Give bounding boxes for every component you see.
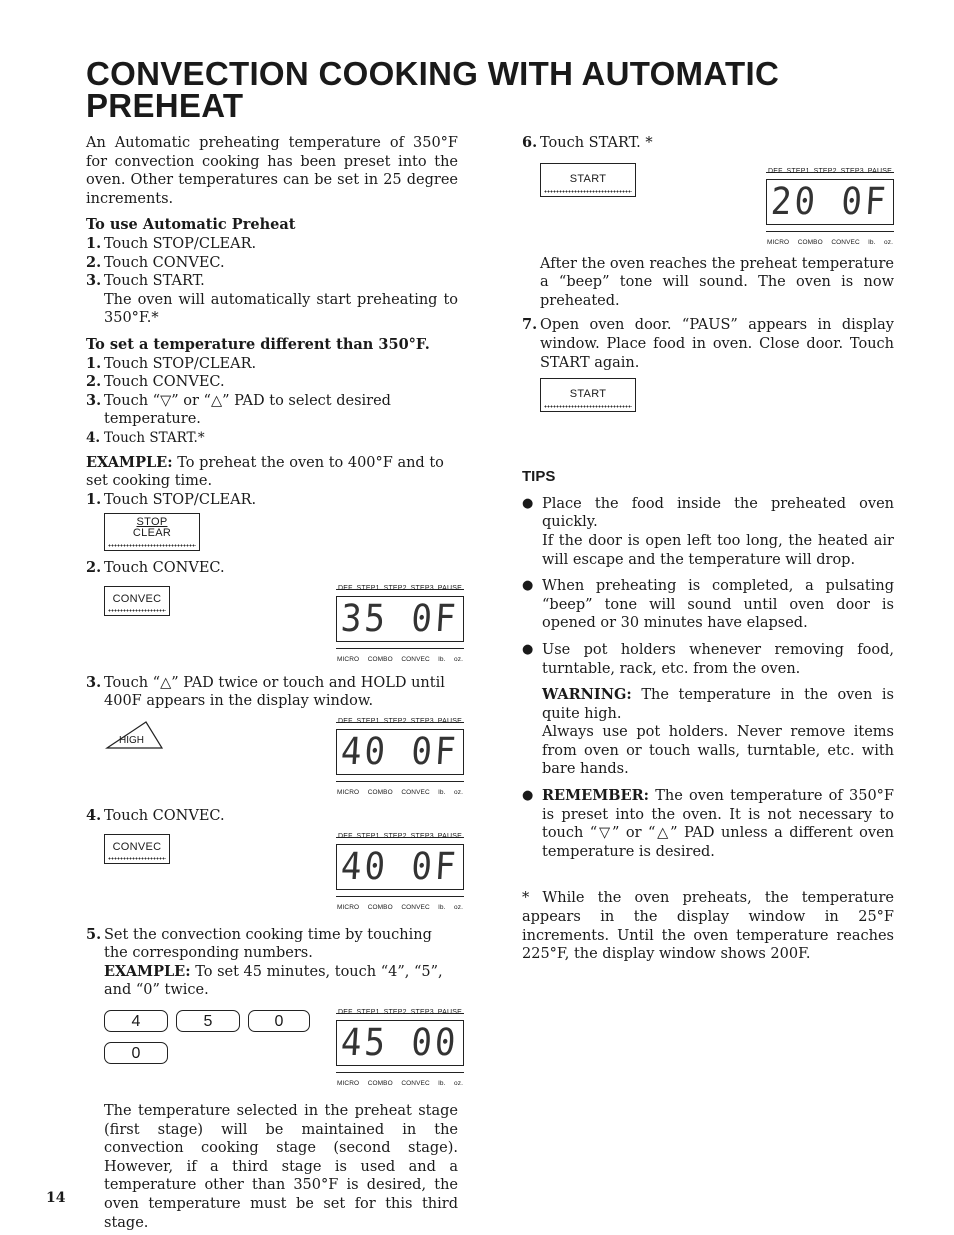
example-paragraph: EXAMPLE: To preheat the oven to 400°F and to set cooking time. <box>86 453 444 490</box>
tip-3: ● Use pot holders whenever removing food, turntable, rack, etc. from the oven. <box>522 641 894 677</box>
number-key-0: 0 <box>248 1010 310 1032</box>
display-window: 35 0F <box>336 596 464 642</box>
set-step-4: 4. Touch START.* <box>86 429 205 446</box>
convec-display-row-2 <box>86 826 463 926</box>
left-column <box>86 134 463 1232</box>
high-key-label: HIGH <box>119 735 144 747</box>
convec-key: CONVEC <box>104 834 170 864</box>
example-step-2: 2. Touch CONVEC. <box>86 559 225 577</box>
high-display-row <box>86 711 463 807</box>
after-step6: After the oven reaches the preheat temperature a “beep” tone will sound. The oven is now preheated. <box>540 255 895 309</box>
number-keys-row <box>86 1000 463 1096</box>
start-display-row <box>522 153 894 255</box>
page-number: 14 <box>46 1190 66 1206</box>
display-window: 20 0F <box>766 179 894 225</box>
start-key: START <box>540 378 636 412</box>
warning-paragraph: WARNING: The temperature in the oven is quite high. Always use pot holders. Never remove items from oven or touch walls, turntable, etc. with bare hands. <box>542 686 894 778</box>
auto-step-2: 2. Touch CONVEC. <box>86 253 225 271</box>
closing-paragraph: The temperature selected in the preheat stage (first stage) will be maintained in the convection cooking stage (second stage). However, if a third stage is used and a temperature other than 350°F is desired, the oven temperature must be set for this third stage. <box>104 1103 458 1231</box>
tip-1: ● Place the food inside the preheated oven quickly. If the door is open left too long, the heated air will escape and the temperature will drop. <box>522 495 894 568</box>
tip-2: ● When preheating is completed, a pulsating “beep” tone will sound until oven door is opened or 30 minutes have elapsed. <box>522 578 894 632</box>
page-title: CONVECTION COOKING WITH AUTOMATIC PREHEAT <box>86 55 780 124</box>
auto-note: The oven will automatically start preheating to 350°F.* <box>104 291 458 327</box>
right-column <box>522 134 894 964</box>
example-step-4: 4. Touch CONVEC. <box>86 807 225 825</box>
set-temp-heading: To set a temperature different than 350°F. <box>86 335 430 353</box>
remember-tip: ● REMEMBER: The oven temperature of 350°F is preset into the oven. It is not necessary to touch “▽” or “△” PAD unless a different oven temperature is desired. <box>522 787 894 860</box>
example-step-1: 1. Touch STOP/CLEAR. <box>86 490 257 508</box>
auto-step-3: 3. Touch START. <box>86 272 205 290</box>
auto-step-1: 1. Touch STOP/CLEAR. <box>86 234 257 252</box>
stop-clear-illustration <box>86 509 458 559</box>
stop-clear-key: STOP CLEAR <box>104 513 200 551</box>
display-window: 45 00 <box>336 1020 464 1066</box>
display-panel-5: DEF STEP1 STEP2 STEP3 PAUSE 20 0F MICRO COMBO CONVEC lb. oz. <box>766 163 894 243</box>
step-7: 7. Open oven door. “PAUS” appears in display window. Place food in oven. Close door. Touch START again. <box>522 316 894 371</box>
convec-display-row-1 <box>86 578 463 674</box>
display-panel-3: DEF STEP1 STEP2 STEP3 PAUSE 40 0F MICRO COMBO CONVEC lb. oz. <box>336 828 464 908</box>
set-step-3: 3. Touch “▽” or “△” PAD to select desired temperature. <box>86 391 391 428</box>
step-6: 6. Touch START. * <box>522 134 653 151</box>
display-panel-2: DEF STEP1 STEP2 STEP3 PAUSE 40 0F MICRO COMBO CONVEC lb. oz. <box>336 713 464 793</box>
intro-paragraph: An Automatic preheating temperature of 350°F for convection cooking has been preset into the oven. Other temperatures can be set in 25 degree increments. <box>86 135 458 207</box>
display-window: 40 0F <box>336 844 464 890</box>
footnote: * While the oven preheats, the temperature appears in the display window in 25°F increments. Until the oven temperature reaches 225°F, the display window shows 200F. <box>522 890 894 963</box>
display-panel-1: DEF STEP1 STEP2 STEP3 PAUSE 35 0F MICRO COMBO CONVEC lb. oz. <box>336 580 464 660</box>
example-step-5: 5. Set the convection cooking time by touching the corresponding numbers. <box>86 925 432 962</box>
tips-heading: TIPS <box>522 468 556 486</box>
example-step-3: 3. Touch “△” PAD twice or touch and HOLD until 400F appears in the display window. <box>86 673 445 710</box>
number-key-4: 4 <box>104 1010 168 1032</box>
number-key-0: 0 <box>104 1042 168 1064</box>
number-key-5: 5 <box>176 1010 240 1032</box>
start-key-row <box>522 372 894 468</box>
step5-example: EXAMPLE: To set 45 minutes, touch “4”, “5”, and “0” twice. <box>104 962 443 999</box>
display-panel-4: DEF STEP1 STEP2 STEP3 PAUSE 45 00 MICRO COMBO CONVEC lb. oz. <box>336 1004 464 1084</box>
set-step-1: 1. Touch STOP/CLEAR. <box>86 354 257 372</box>
display-window: 40 0F <box>336 729 464 775</box>
convec-key: CONVEC <box>104 586 170 616</box>
set-step-2: 2. Touch CONVEC. <box>86 373 225 391</box>
start-key: START <box>540 163 636 197</box>
auto-preheat-heading: To use Automatic Preheat <box>86 216 296 234</box>
